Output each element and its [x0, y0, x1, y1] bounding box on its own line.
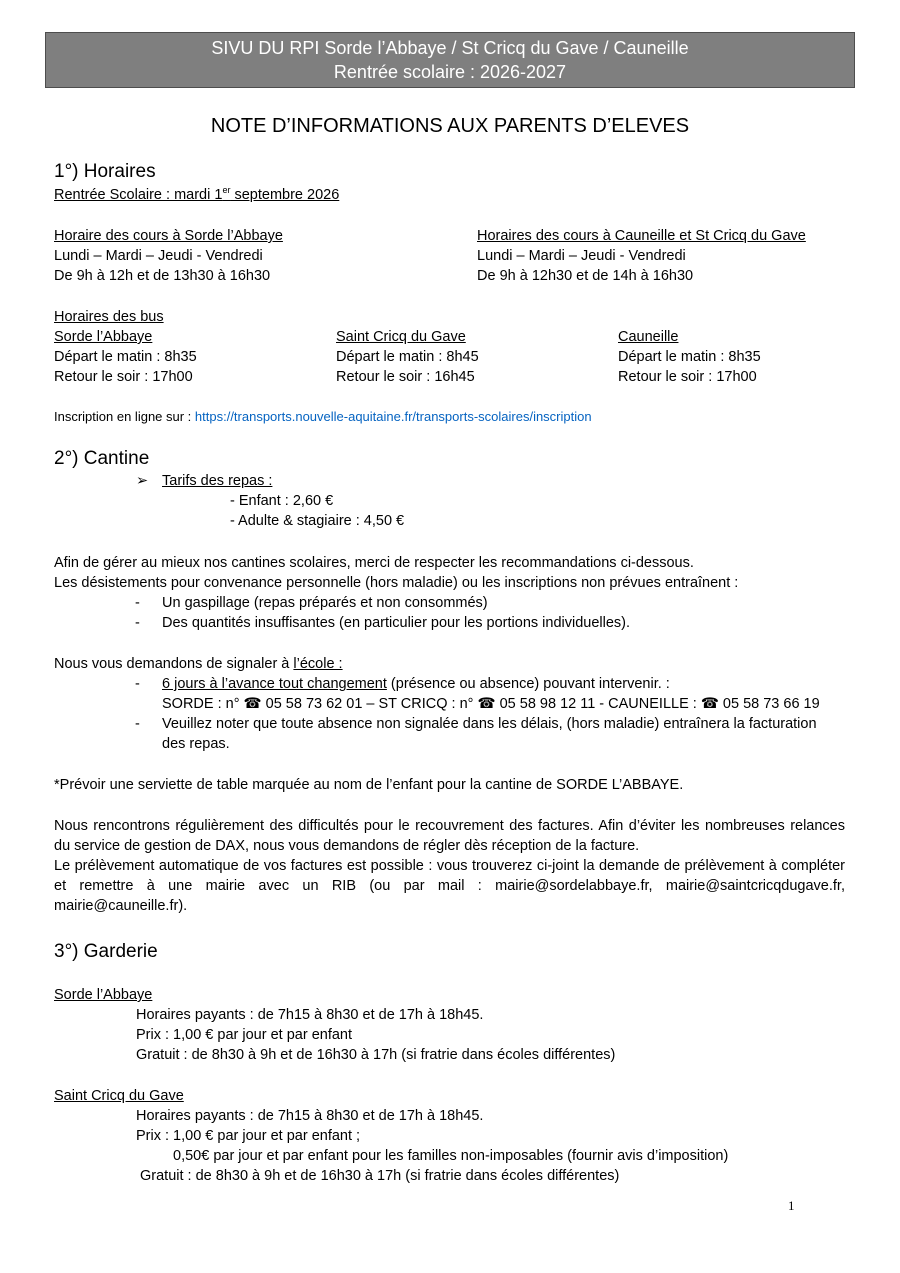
sorde-cours-title: Horaire des cours à Sorde l’Abbaye [54, 228, 283, 244]
signaler-line: Nous vous demandons de signaler à l’école : [54, 656, 343, 672]
arrow-bullet-icon: ➢ [136, 473, 149, 489]
page-title: NOTE D’INFORMATIONS AUX PARENTS D’ELEVES [210, 115, 690, 137]
phone-numbers: SORDE : n° ☎ 05 58 73 62 01 – ST CRICQ : n° ☎ 05 58 98 12 11 - CAUNEILLE : ☎ 05 58 73 66 19 [162, 696, 820, 712]
consequence-item: Des quantités insuffisantes (en particulier pour les portions individuelles). [162, 615, 631, 631]
dash-bullet: - [135, 615, 140, 631]
garderie-sorde-payants: Horaires payants : de 7h15 à 8h30 et de 17h à 18h45. [136, 1007, 484, 1023]
header-line-2: Rentrée scolaire : 2026-2027 [333, 62, 567, 82]
section-garderie-heading: 3°) Garderie [54, 941, 158, 962]
garderie-stcricq-prix-reduit: 0,50€ par jour et par enfant pour les familles non-imposables (fournir avis d’imposition) [173, 1148, 729, 1164]
serviette-note: *Prévoir une serviette de table marquée au nom de l’enfant pour la cantine de SORDE L’ABBAYE. [54, 777, 684, 793]
prelevement-paragraph: Le prélèvement automatique de vos factures est possible : vous trouverez ci-joint la demande de prélèvement à compléter et remettre à une mairie avec un RIB (ou par mail : mairie@sordelabbaye.fr, mairie@saintcricqdugave.fr, mairie@cauneille.fr). [54, 858, 845, 914]
cantine-intro-1: Afin de gérer au mieux nos cantines scolaires, merci de respecter les recommandations ci-dessous. [54, 555, 694, 571]
bus-retour: Retour le soir : 16h45 [336, 369, 475, 385]
bus-depart: Départ le matin : 8h35 [54, 349, 197, 365]
sorde-cours-hours: De 9h à 12h et de 13h30 à 16h30 [54, 268, 271, 284]
cauneille-cours-title: Horaires des cours à Cauneille et St Cricq du Gave [477, 228, 806, 244]
header-line-1: SIVU DU RPI Sorde l’Abbaye / St Cricq du Gave / Cauneille [211, 38, 689, 58]
garderie-sorde-prix: Prix : 1,00 € par jour et par enfant [136, 1027, 353, 1043]
garderie-stcricq-payants: Horaires payants : de 7h15 à 8h30 et de 17h à 18h45. [136, 1108, 484, 1124]
bus-place: Sorde l’Abbaye [54, 329, 153, 345]
garderie-sorde-title: Sorde l’Abbaye [54, 987, 153, 1003]
cantine-intro-2: Les désistements pour convenance personnelle (hors maladie) ou les inscriptions non prévues entraînent : [54, 575, 739, 591]
dash-bullet: - [135, 716, 140, 732]
garderie-stcricq-prix: Prix : 1,00 € par jour et par enfant ; [136, 1128, 361, 1144]
bus-retour: Retour le soir : 17h00 [54, 369, 193, 385]
bus-place: Cauneille [618, 329, 679, 345]
rentree-date: Rentrée Scolaire : mardi 1er septembre 2026 [54, 185, 340, 203]
bus-title: Horaires des bus [54, 309, 164, 325]
inscription-line [54, 408, 592, 426]
consequence-item: Un gaspillage (repas préparés et non consommés) [162, 595, 488, 611]
tarif-adulte: - Adulte & stagiaire : 4,50 € [230, 513, 405, 529]
garderie-sorde-gratuit: Gratuit : de 8h30 à 9h et de 16h30 à 17h (si fratrie dans écoles différentes) [136, 1047, 616, 1063]
section-cantine-heading: 2°) Cantine [54, 448, 150, 469]
inscription-label: Inscription en ligne sur : [54, 409, 195, 424]
garderie-stcricq-gratuit: Gratuit : de 8h30 à 9h et de 16h30 à 17h (si fratrie dans écoles différentes) [140, 1168, 620, 1184]
bus-place: Saint Cricq du Gave [336, 329, 466, 345]
page-number: 1 [788, 1198, 795, 1213]
dash-bullet: - [135, 595, 140, 611]
bus-retour: Retour le soir : 17h00 [618, 369, 757, 385]
header-banner [45, 32, 855, 88]
absence-line-2: des repas. [162, 736, 230, 752]
tarifs-title: Tarifs des repas : [162, 473, 273, 489]
inscription-link[interactable]: https://transports.nouvelle-aquitaine.fr/transports-scolaires/inscription [194, 409, 592, 424]
tarif-enfant: - Enfant : 2,60 € [230, 493, 334, 509]
section-horaires-heading: 1°) Horaires [54, 161, 156, 182]
avance-line: 6 jours à l’avance tout changement (présence ou absence) pouvant intervenir. : [162, 676, 670, 692]
bus-depart: Départ le matin : 8h35 [618, 349, 761, 365]
cauneille-cours-days: Lundi – Mardi – Jeudi - Vendredi [477, 248, 686, 264]
sorde-cours-days: Lundi – Mardi – Jeudi - Vendredi [54, 248, 263, 264]
cauneille-cours-hours: De 9h à 12h30 et de 14h à 16h30 [477, 268, 694, 284]
dash-bullet: - [135, 676, 140, 692]
facture-paragraph: Nous rencontrons régulièrement des difficultés pour le recouvrement des factures. Afin d’éviter les nombreuses relances du service de gestion de DAX, nous vous demandons de régler dès réception de la facture. [54, 818, 845, 854]
bus-depart: Départ le matin : 8h45 [336, 349, 479, 365]
garderie-stcricq-title: Saint Cricq du Gave [54, 1088, 184, 1104]
absence-line-1: Veuillez noter que toute absence non signalée dans les délais, (hors maladie) entraînera la facturation [162, 716, 817, 732]
